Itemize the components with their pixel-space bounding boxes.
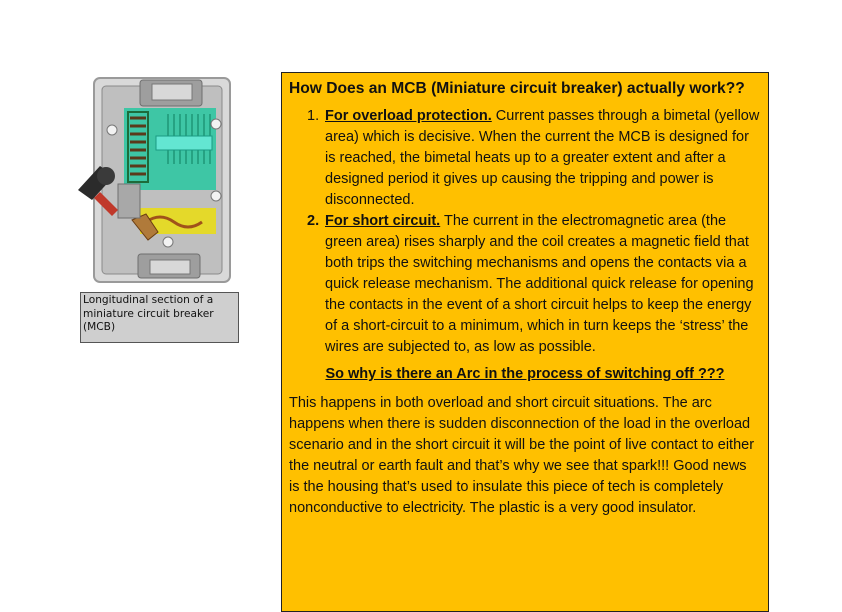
arc-explanation: This happens in both overload and short circuit situations. The arc happens when there is sudden disconnection of the load in the overload scenario and in the short circuit it will be the point of live contact to either the neutral or earth fault and that’s why we see that spark!!! Good news is the housing that’s used to insulate this piece of tech is completely nonconductive to electricity. The plastic is a very good insulator.: [289, 395, 755, 516]
panel-heading: How Does an MCB (Miniature circuit breaker) actually work??: [289, 80, 745, 97]
point-text: Current passes through a bimetal (yellow area) which is decisive. When the current the MCB is designed for is reached, the bimetal heats up to a greater extent and after a designed period it gives up causing the tripping and power is disconnected.: [325, 108, 760, 208]
figure-caption-box: [80, 292, 239, 343]
point-term: For short circuit.: [325, 213, 441, 229]
arc-subheading: So why is there an Arc in the process of switching off ???: [325, 366, 725, 382]
mcb-illustration: [72, 72, 236, 288]
point-term: For overload protection.: [325, 108, 492, 124]
mcb-cross-section-image: [72, 72, 236, 288]
point-overload: [289, 106, 761, 211]
point-number: 2.: [307, 213, 320, 229]
figure-caption: Longitudinal section of a miniature circuit breaker (MCB): [83, 294, 214, 333]
point-number: 1.: [307, 108, 320, 124]
numbered-points: [289, 106, 761, 358]
point-text: The current in the electromagnetic area (the green area) rises sharply and the coil creates a magnetic field that both trips the switching mechanisms and opens the contacts via a quick release mechanism. The additional quick release for opening the contacts in the event of a short circuit helps to keep the energy of a short-circuit to a minimum, which in turn keeps the ‘stress’ the wires are subjected to, as low as possible.: [325, 213, 754, 355]
explanation-panel: [281, 72, 769, 612]
point-short-circuit: [289, 211, 761, 358]
